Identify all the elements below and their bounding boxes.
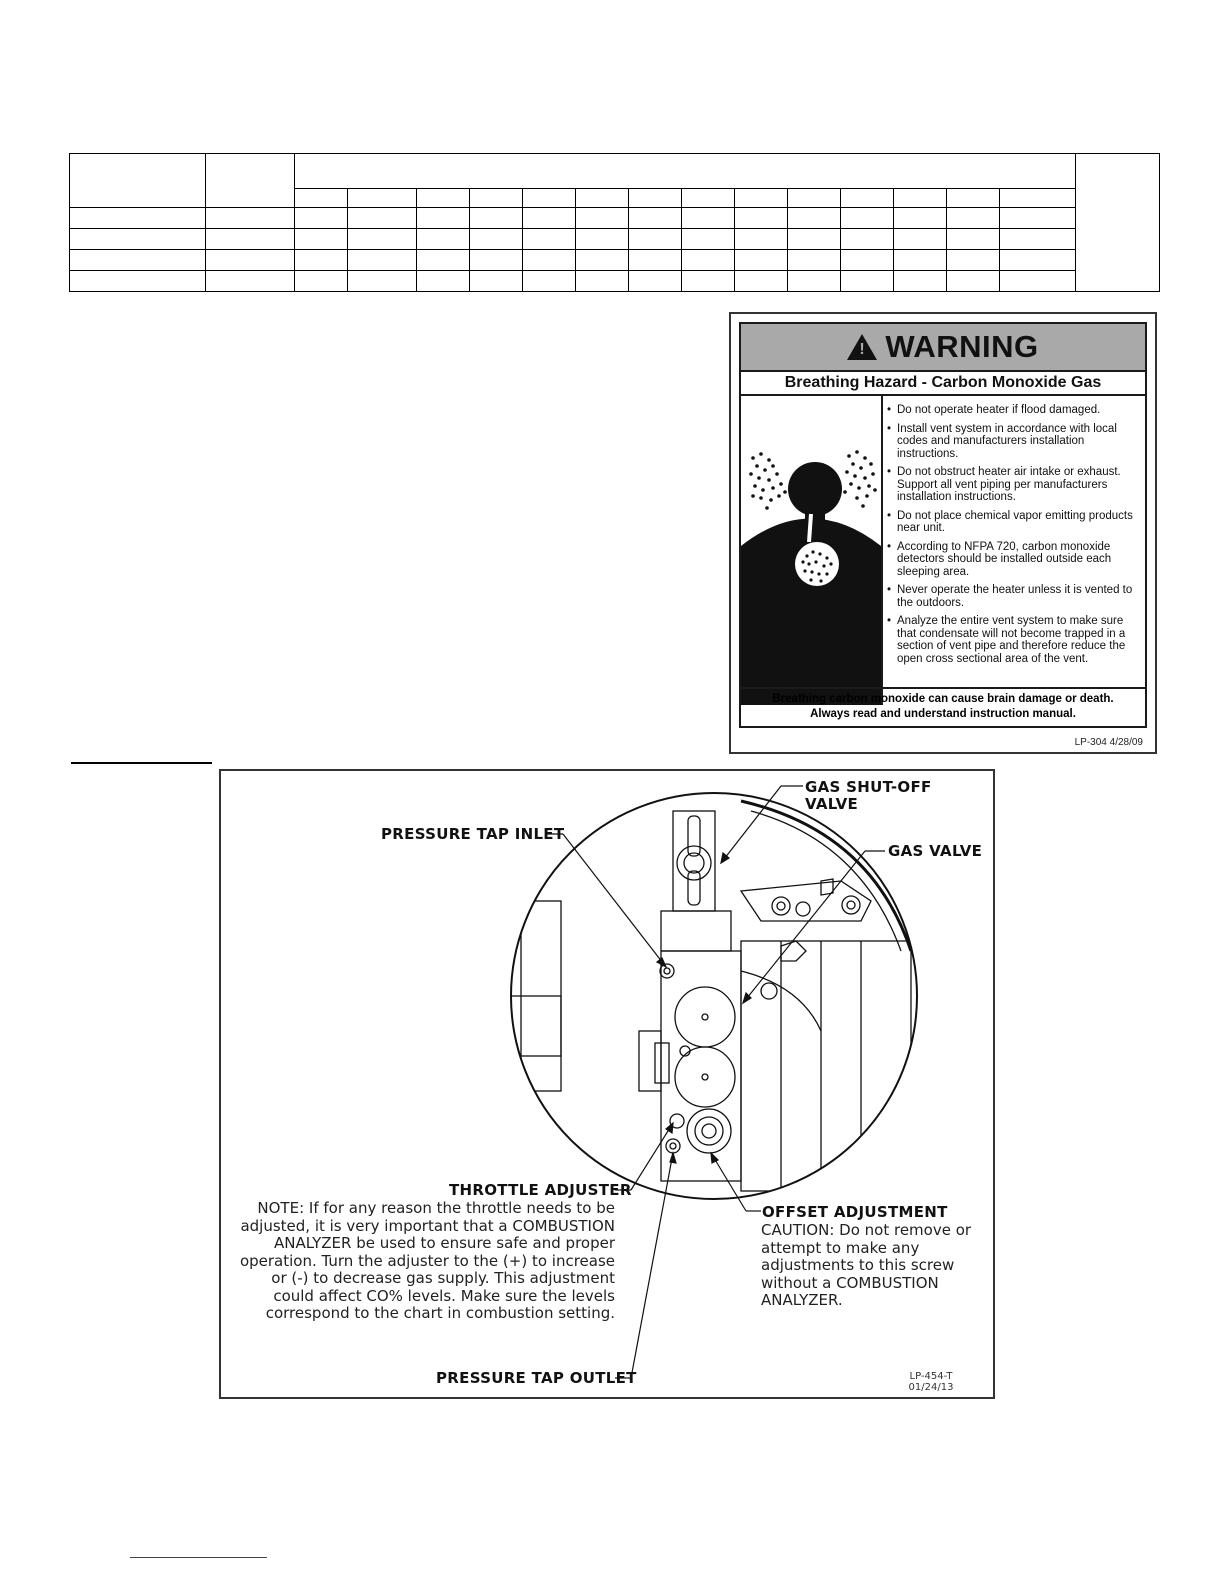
warning-item: • Do not operate heater if flood damaged. bbox=[887, 404, 1141, 417]
table-row bbox=[70, 250, 1160, 271]
warning-item: • Never operate the heater unless it is vented to the outdoors. bbox=[887, 584, 1141, 609]
table-header-group-cell bbox=[295, 154, 1076, 189]
throttle-adjuster-label: THROTTLE ADJUSTER bbox=[449, 1181, 632, 1199]
warning-item: • Do not place chemical vapor emitting products near unit. bbox=[887, 510, 1141, 535]
gas-valve-label: GAS VALVE bbox=[888, 842, 983, 860]
table-subheader-cell bbox=[1000, 189, 1076, 208]
warning-footer bbox=[741, 687, 1145, 726]
warning-item: • Analyze the entire vent system to make sure that condensate will not become trapped in a section of vent pipe and therefore reduce the open cross sectional area of the vent. bbox=[887, 615, 1141, 665]
table-subheader-cell bbox=[735, 189, 788, 208]
table-subheader-cell bbox=[894, 189, 947, 208]
table-side-cell bbox=[1076, 154, 1160, 292]
table-subheader-cell bbox=[788, 189, 841, 208]
table-row bbox=[70, 271, 1160, 292]
table-subheader-cell bbox=[682, 189, 735, 208]
section-heading-underline bbox=[71, 762, 212, 764]
table-subheader-cell bbox=[841, 189, 894, 208]
co-warning-label bbox=[729, 312, 1157, 754]
hazard-title: Breathing Hazard - Carbon Monoxide Gas bbox=[741, 372, 1145, 396]
table-row bbox=[70, 208, 1160, 229]
footer-link-underline[interactable] bbox=[130, 1557, 267, 1558]
warning-banner bbox=[741, 324, 1145, 372]
breathing-hazard-pictogram-icon bbox=[741, 396, 883, 705]
offset-adjustment-label: OFFSET ADJUSTMENT bbox=[762, 1203, 948, 1221]
table-header-cell bbox=[206, 154, 295, 208]
warning-title: WARNING bbox=[885, 329, 1039, 364]
table-subheader-cell bbox=[576, 189, 629, 208]
warning-item: • Do not obstruct heater air intake or exhaust. Support all vent piping per manufacturers installation instructions. bbox=[887, 466, 1141, 504]
table-subheader-cell bbox=[348, 189, 417, 208]
gas-shutoff-valve-label: GAS SHUT-OFF VALVE bbox=[805, 778, 932, 813]
table-subheader-cell bbox=[629, 189, 682, 208]
warning-label-frame bbox=[739, 322, 1147, 728]
warning-footer-line: Breathing carbon monoxide can cause brain damage or death. bbox=[772, 693, 1114, 705]
pressure-tap-inlet-label: PRESSURE TAP INLET bbox=[381, 825, 565, 843]
warning-footer-line: Always read and understand instruction manual. bbox=[810, 708, 1076, 720]
diagram-code: LP-454-T 01/24/13 bbox=[908, 1371, 954, 1393]
table-row bbox=[70, 229, 1160, 250]
warning-label-code: LP-304 4/28/09 bbox=[1074, 737, 1143, 748]
specification-table bbox=[69, 153, 1160, 292]
table-subheader-cell bbox=[417, 189, 470, 208]
table-header-row bbox=[70, 154, 1160, 189]
warning-item: • According to NFPA 720, carbon monoxide detectors should be installed outside each sleeping area. bbox=[887, 541, 1141, 579]
gas-valve-diagram bbox=[219, 769, 995, 1399]
warning-list bbox=[887, 404, 1141, 671]
offset-adjustment-caution: CAUTION: Do not remove or attempt to make any adjustments to this screw without a COMBUSTION ANALYZER. bbox=[761, 1221, 972, 1309]
warning-item: • Install vent system in accordance with local codes and manufacturers installation instructions. bbox=[887, 423, 1141, 461]
table-header-cell bbox=[70, 154, 206, 208]
pressure-tap-outlet-label: PRESSURE TAP OUTLET bbox=[436, 1369, 637, 1387]
table-subheader-cell bbox=[947, 189, 1000, 208]
table-subheader-cell bbox=[470, 189, 523, 208]
table-subheader-cell bbox=[523, 189, 576, 208]
throttle-adjuster-note: NOTE: If for any reason the throttle needs to be adjusted, it is very important that a COMBUSTION ANALYZER be used to ensure safe and proper operation. Turn the adjuster to the (+) to increase or (-) to decrease gas supply. This adjustment could affect CO% levels. Make sure the levels correspond to the chart in combustion setting. bbox=[239, 1199, 615, 1322]
table-subheader-cell bbox=[295, 189, 348, 208]
warning-triangle-icon: ! bbox=[847, 334, 877, 360]
